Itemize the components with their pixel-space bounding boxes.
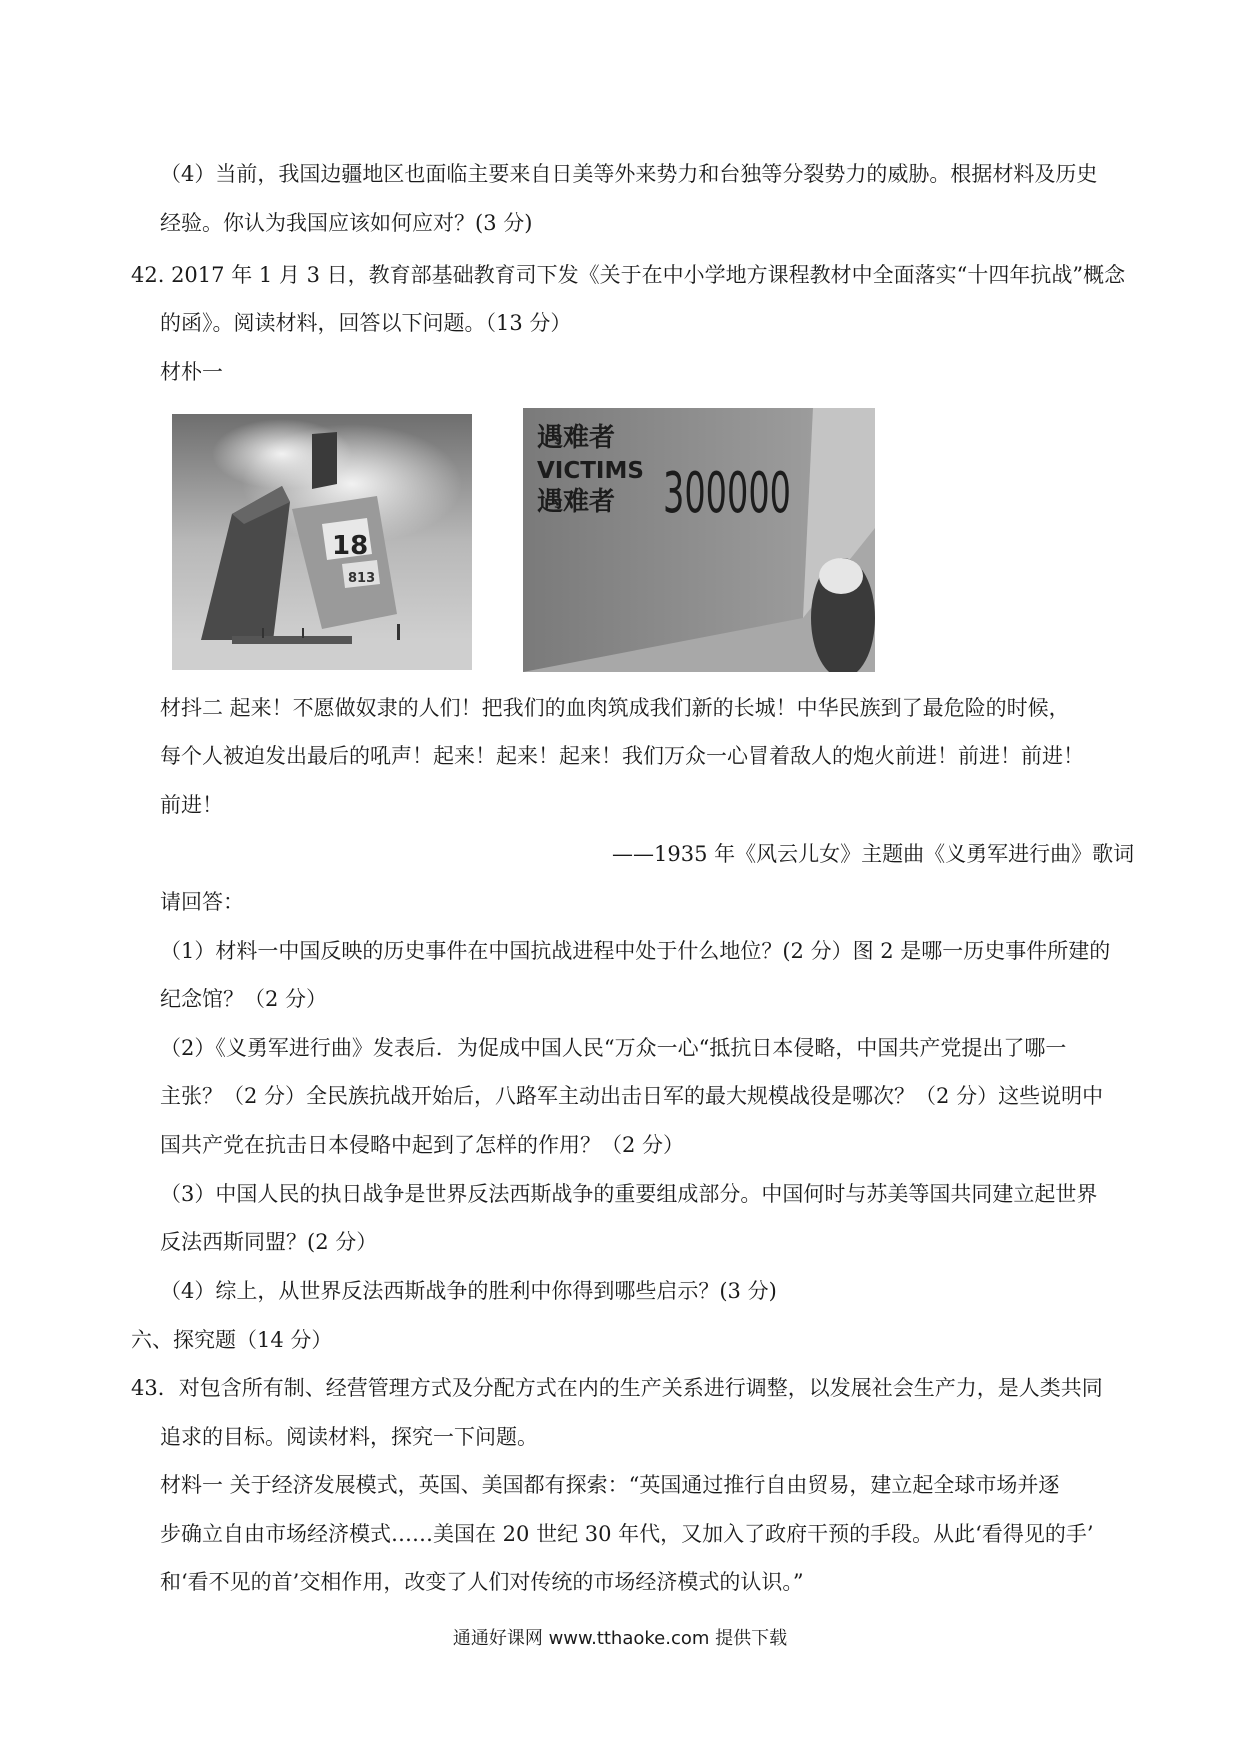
memorial-wall-photo (523, 408, 875, 672)
page-footer: 通通好课网 www.tthaoke.com 提供下载 (452, 1628, 788, 1649)
wall-text-line3: 遇难者 (537, 487, 616, 517)
q41-sub4-line2: 经验。你认为我国应该如何应对？(3 分) (160, 211, 533, 235)
wall-victims-number: 300000 (663, 461, 791, 526)
q41-sub4-line1: （4）当前，我国边疆地区也面临主要来自日美等外来势力和台独等分裂势力的威胁。根据材料及历史 (160, 162, 1098, 186)
monument-sign-bottom: 813 (348, 571, 376, 586)
q42-material2-line2: 每个人被迫发出最后的吼声！起来！起来！起来！我们万众一心冒着敌人的炮火前进！前进！前进！ (160, 744, 1084, 768)
monument-photo (172, 414, 472, 670)
wall-text-line1: 遇难者 (537, 423, 616, 453)
q42-intro-line1: 42. 2017 年 1 月 3 日，教育部基础教育司下发《关于在中小学地方课程教材中全面落实“十四年抗战”概念 (131, 263, 1126, 287)
q42-sub3-line2: 反法西斯同盟？(2 分） (160, 1230, 378, 1254)
wall-text-line2: VICTIMS (537, 458, 644, 484)
q43-material1-line2: 步确立自由市场经济模式……美国在 20 世纪 30 年代，又加入了政府干预的手段。从此‘看得见的手’ (160, 1522, 1094, 1546)
q42-answer-prompt: 请回答： (160, 890, 244, 914)
q42-sub1-line2: 纪念馆？（2 分） (160, 987, 328, 1011)
q43-material1-line3: 和‘看不见的首’交相作用，改变了人们对传统的市场经济模式的认识。” (160, 1570, 804, 1594)
q42-material1-label: 材朴一 (160, 360, 223, 384)
q42-sub1-line1: （1）材料一中国反映的历史事件在中国抗战进程中处于什么地位？(2 分）图 2 是哪一历史事件所建的 (160, 939, 1111, 963)
q42-material2-line3: 前进！ (160, 793, 223, 817)
q42-intro-line2: 的函》。阅读材料，回答以下问题。（13 分） (160, 311, 572, 335)
q43-intro-line2: 追求的目标。阅读材料，探究一下问题。 (160, 1425, 538, 1449)
q43-material1-line1: 材料一 关于经济发展模式，英国、美国都有探索：“英国通过推行自由贸易，建立起全球市场并逐 (160, 1473, 1060, 1497)
q42-source: ——1935 年《风云儿女》主题曲《义勇军进行曲》歌词 (612, 842, 1135, 866)
q42-sub2-line2: 主张？（2 分）全民族抗战开始后，八路军主动出击日军的最大规模战役是哪次？（2 分）这些说明中 (160, 1084, 1104, 1108)
q43-intro-line1: 43．对包含所有制、经营管理方式及分配方式在内的生产关系进行调整，以发展社会生产力，是人类共同 (131, 1376, 1103, 1400)
q42-sub2-line3: 国共产党在抗击日本侵略中起到了怎样的作用？（2 分） (160, 1133, 685, 1157)
q42-material2-line1: 材抖二 起来！不愿做奴隶的人们！把我们的血肉筑成我们新的长城！中华民族到了最危险的时候， (160, 696, 1070, 720)
monument-sign-top: 18 (332, 531, 369, 561)
q42-sub3-line1: （3）中国人民的执日战争是世界反法西斯战争的重要组成部分。中国何时与苏美等国共同建立起世界 (160, 1182, 1098, 1206)
q42-sub2-line1: （2）《义勇军进行曲》发表后．为促成中国人民“万众一心“抵抗日本侵略，中国共产党提出了哪一 (160, 1036, 1067, 1060)
q42-sub4: （4）综上，从世界反法西斯战争的胜利中你得到哪些启示？(3 分) (160, 1279, 777, 1303)
section6-heading: 六、探究题（14 分） (131, 1328, 333, 1352)
